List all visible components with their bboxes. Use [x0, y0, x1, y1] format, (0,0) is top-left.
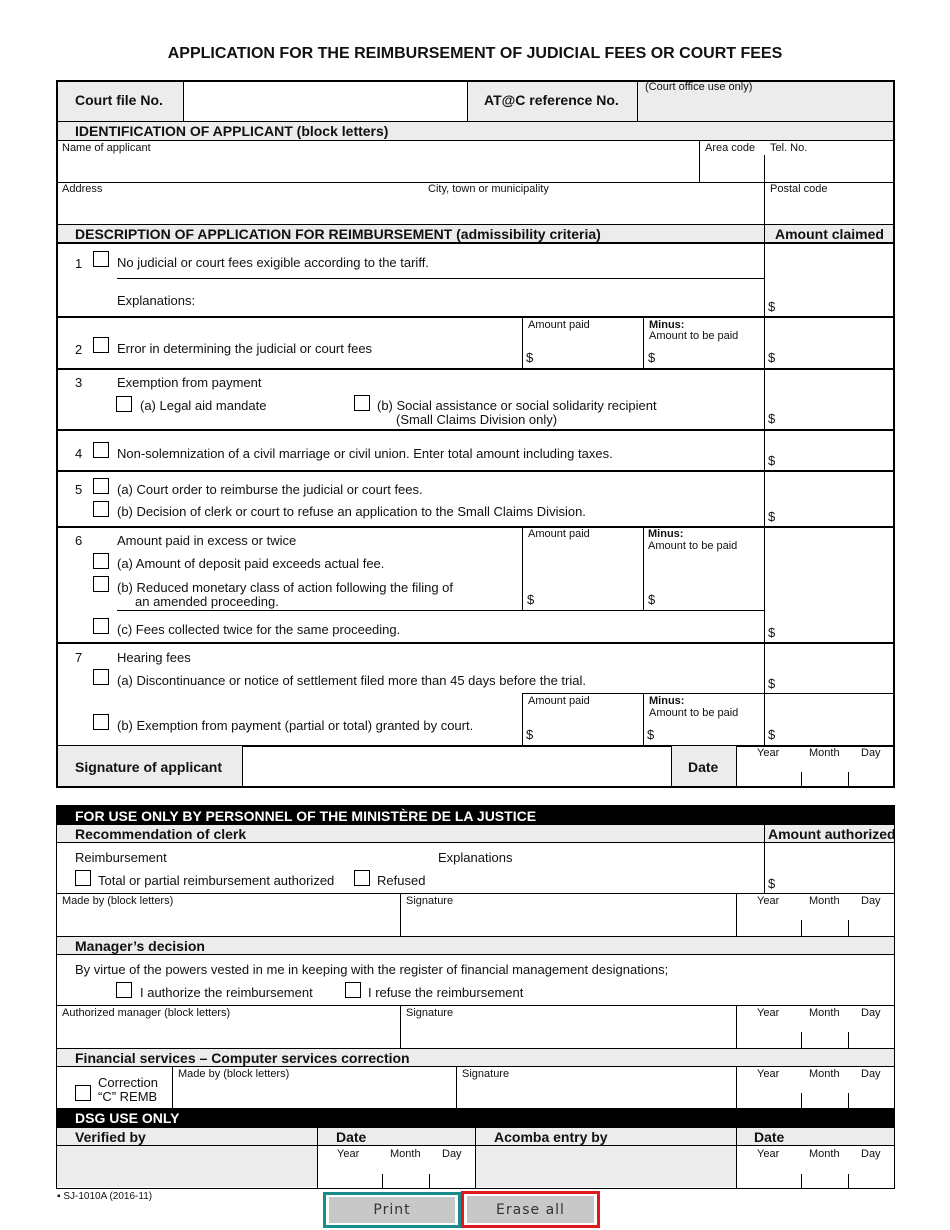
amount-authorized-heading: Amount authorized	[768, 826, 896, 842]
signature-year: Year	[757, 747, 780, 759]
verified-by-label: Verified by	[75, 1129, 146, 1145]
total-partial-text: Total or partial reimbursement authorized	[98, 873, 335, 888]
manager-signature-label: Signature	[406, 1007, 454, 1019]
authorized-dollar: $	[768, 876, 776, 891]
item5-number: 5	[75, 482, 83, 497]
item3b-text: (b) Social assistance or social solidarity recipient	[377, 398, 657, 413]
ministry-section-border	[56, 805, 895, 1189]
atc-label: AT@C reference No.	[484, 92, 619, 108]
name-label: Name of applicant	[62, 142, 151, 154]
item6-dollar: $	[768, 625, 776, 640]
item2-text: Error in determining the judicial or court fees	[117, 341, 373, 356]
fin-signature-label: Signature	[462, 1068, 510, 1080]
item2-to-be-paid-label: Amount to be paid	[649, 330, 739, 342]
verified-date-label: Date	[336, 1129, 367, 1145]
item3b-note: (Small Claims Division only)	[396, 412, 558, 427]
signature-day: Day	[861, 747, 881, 759]
item5a-text: (a) Court order to reimburse the judicial or court fees.	[117, 482, 423, 497]
item6b-text-2: an amended proceeding.	[135, 594, 279, 609]
item7-tobepaid-dollar: $	[647, 727, 655, 742]
item1-number: 1	[75, 256, 83, 271]
acomba-day: Day	[861, 1148, 881, 1160]
refused-text: Refused	[377, 873, 426, 888]
item5b-text: (b) Decision of clerk or court to refuse an application to the Small Claims Division.	[117, 504, 586, 519]
dsg-heading: DSG USE ONLY	[75, 1110, 180, 1126]
manager-day: Day	[861, 1007, 881, 1019]
verified-year: Year	[337, 1148, 360, 1160]
verified-day: Day	[442, 1148, 462, 1160]
court-file-label: Court file No.	[75, 92, 163, 108]
application-section-border	[56, 80, 895, 788]
manager-heading: Manager’s decision	[75, 938, 205, 954]
description-heading: DESCRIPTION OF APPLICATION FOR REIMBURSEMENT (admissibility criteria)	[75, 226, 601, 242]
signature-date-label: Date	[688, 759, 719, 775]
item7-to-be-paid-label: Amount to be paid	[649, 707, 739, 719]
item2-amount-paid-label: Amount paid	[528, 319, 590, 331]
erase-all-button[interactable]	[461, 1191, 600, 1228]
signature-month: Month	[809, 747, 840, 759]
form-title: APPLICATION FOR THE REIMBURSEMENT OF JUDICIAL FEES OR COURT FEES	[167, 45, 783, 62]
erase-all-button-label: Erase all	[467, 1196, 594, 1223]
item6-paid-dollar: $	[527, 592, 535, 607]
item7-text: Hearing fees	[117, 650, 191, 665]
postal-label: Postal code	[770, 183, 828, 195]
acomba-label: Acomba entry by	[494, 1129, 608, 1145]
clerk-signature-label: Signature	[406, 895, 454, 907]
fin-year: Year	[757, 1068, 780, 1080]
item7-number: 7	[75, 650, 83, 665]
fin-made-by-label: Made by (block letters)	[178, 1068, 290, 1080]
item5-dollar: $	[768, 509, 776, 524]
item3a-text: (a) Legal aid mandate	[140, 398, 267, 413]
item6-amount-paid-label: Amount paid	[528, 528, 590, 540]
acomba-date-label: Date	[754, 1129, 785, 1145]
tel-label: Tel. No.	[770, 142, 808, 154]
amount-claimed-heading: Amount claimed	[775, 226, 884, 242]
item7-amount-paid-label: Amount paid	[528, 695, 590, 707]
fin-day: Day	[861, 1068, 881, 1080]
item4-text: Non-solemnization of a civil marriage or civil union. Enter total amount including taxes.	[117, 446, 613, 461]
correction-label: Correction	[98, 1075, 158, 1090]
form-code: ▪ SJ-1010A (2016-11)	[57, 1191, 153, 1202]
item2-tobepaid-dollar: $	[648, 350, 656, 365]
explanations-label: Explanations	[438, 850, 513, 865]
c-remb-label: “C” REMB	[98, 1089, 158, 1104]
verified-month: Month	[390, 1148, 421, 1160]
manager-year: Year	[757, 1007, 780, 1019]
manager-month: Month	[809, 1007, 840, 1019]
item2-minus-label: Minus:	[649, 319, 685, 331]
area-code-label: Area code	[705, 142, 756, 154]
city-label: City, town or municipality	[428, 183, 549, 195]
item3-number: 3	[75, 375, 83, 390]
item2-number: 2	[75, 342, 83, 357]
made-by-label: Made by (block letters)	[62, 895, 174, 907]
financial-heading: Financial services – Computer services correction	[75, 1050, 410, 1066]
item6-text: Amount paid in excess or twice	[117, 533, 297, 548]
clerk-month: Month	[809, 895, 840, 907]
item7-dollar: $	[768, 727, 776, 742]
print-button[interactable]	[323, 1192, 461, 1228]
item7b-text: (b) Exemption from payment (partial or total) granted by court.	[117, 718, 474, 733]
item7a-dollar: $	[768, 676, 776, 691]
ministry-heading: FOR USE ONLY BY PERSONNEL OF THE MINISTÈRE DE LA JUSTICE	[75, 808, 537, 824]
item7-paid-dollar: $	[526, 727, 534, 742]
clerk-day: Day	[861, 895, 881, 907]
recommendation-heading: Recommendation of clerk	[75, 826, 247, 842]
acomba-year: Year	[757, 1148, 780, 1160]
manager-text: By virtue of the powers vested in me in keeping with the register of financial management designations;	[75, 962, 669, 977]
refuse-text: I refuse the reimbursement	[368, 985, 524, 1000]
item6a-text: (a) Amount of deposit paid exceeds actual fee.	[117, 556, 385, 571]
item4-number: 4	[75, 446, 83, 461]
item6-to-be-paid-label: Amount to be paid	[648, 540, 738, 552]
item3-text: Exemption from payment	[117, 375, 262, 390]
item1-dollar: $	[768, 299, 776, 314]
print-button-label: Print	[329, 1197, 455, 1223]
fin-month: Month	[809, 1068, 840, 1080]
item6b-text: (b) Reduced monetary class of action following the filing of	[117, 580, 454, 595]
item6-tobepaid-dollar: $	[648, 592, 656, 607]
signature-label: Signature of applicant	[75, 759, 223, 775]
item6-minus-label: Minus:	[648, 528, 684, 540]
address-label: Address	[62, 183, 103, 195]
identification-heading: IDENTIFICATION OF APPLICANT (block letters)	[75, 123, 389, 139]
item2-dollar: $	[768, 350, 776, 365]
court-office-note: (Court office use only)	[645, 81, 753, 93]
item7-minus-label: Minus:	[649, 695, 685, 707]
acomba-month: Month	[809, 1148, 840, 1160]
authorize-text: I authorize the reimbursement	[140, 985, 313, 1000]
item1-text: No judicial or court fees exigible according to the tariff.	[117, 255, 429, 270]
item1-explanations: Explanations:	[117, 293, 196, 308]
item3-dollar: $	[768, 411, 776, 426]
reimbursement-label: Reimbursement	[75, 850, 167, 865]
item6c-text: (c) Fees collected twice for the same proceeding.	[117, 622, 401, 637]
clerk-year: Year	[757, 895, 780, 907]
item7a-text: (a) Discontinuance or notice of settlement filed more than 45 days before the trial.	[117, 673, 586, 688]
item6-number: 6	[75, 533, 83, 548]
item2-paid-dollar: $	[526, 350, 534, 365]
item4-dollar: $	[768, 453, 776, 468]
authorized-manager-label: Authorized manager (block letters)	[62, 1007, 231, 1019]
